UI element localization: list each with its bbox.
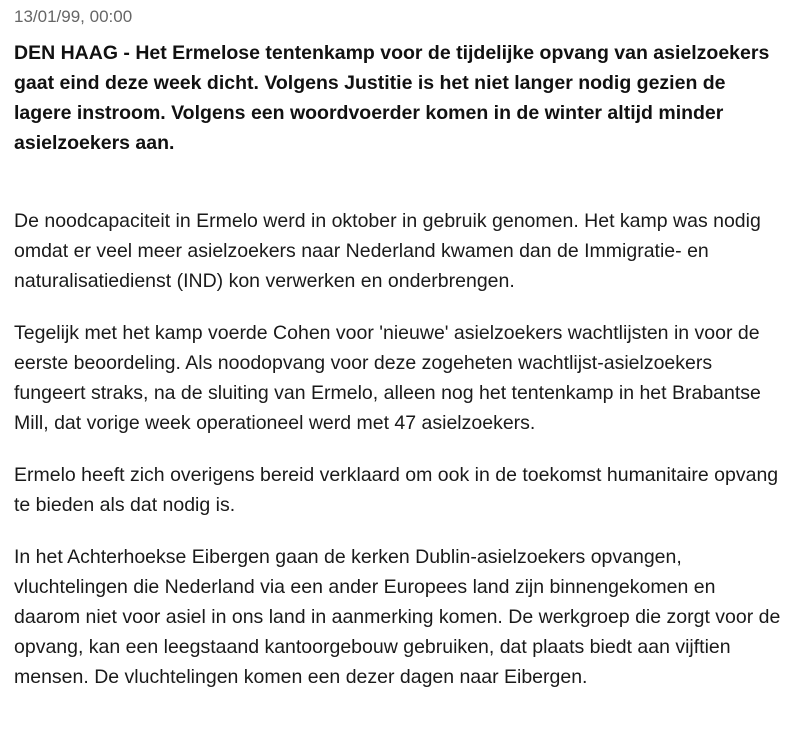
article-lead: DEN HAAG - Het Ermelose tentenkamp voor de tijdelijke opvang van asielzoekers gaat eind deze week dicht. Volgens Justitie is het niet langer nodig gezien de lagere instroom. Volgens een woordvoerder komen in de winter altijd minder asielzoekers aan.	[14, 42, 770, 154]
article-paragraph-3: Ermelo heeft zich overigens bereid verklaard om ook in de toekomst humanitaire opvang te bieden als dat nodig is.	[14, 464, 779, 516]
article-timestamp: 13/01/99, 00:00	[14, 7, 133, 26]
article-paragraph-1: De noodcapaciteit in Ermelo werd in oktober in gebruik genomen. Het kamp was nodig omdat er veel meer asielzoekers naar Nederland kwamen dan de Immigratie- en naturalisatiedienst (IND) kon verwerken en onderbrengen.	[14, 210, 761, 292]
article-paragraph-2: Tegelijk met het kamp voerde Cohen voor 'nieuwe' asielzoekers wachtlijsten in voor de eerste beoordeling. Als noodopvang voor deze zogeheten wachtlijst-asielzoekers fungeert straks, na de sluiting van Ermelo, alleen nog het tentenkamp in het Brabantse Mill, dat vorige week operationeel werd met 47 asielzoekers.	[14, 322, 761, 434]
article-paragraph-4: In het Achterhoekse Eibergen gaan de kerken Dublin-asielzoekers opvangen, vluchtelingen die Nederland via een ander Europees land zijn binnengekomen en daarom niet voor asiel in ons land in aanmerking komen. De werkgroep die zorgt voor de opvang, kan een leegstaand kantoorgebouw gebruiken, dat plaats biedt aan vijftien mensen. De vluchtelingen komen een dezer dagen naar Eibergen.	[14, 546, 781, 688]
